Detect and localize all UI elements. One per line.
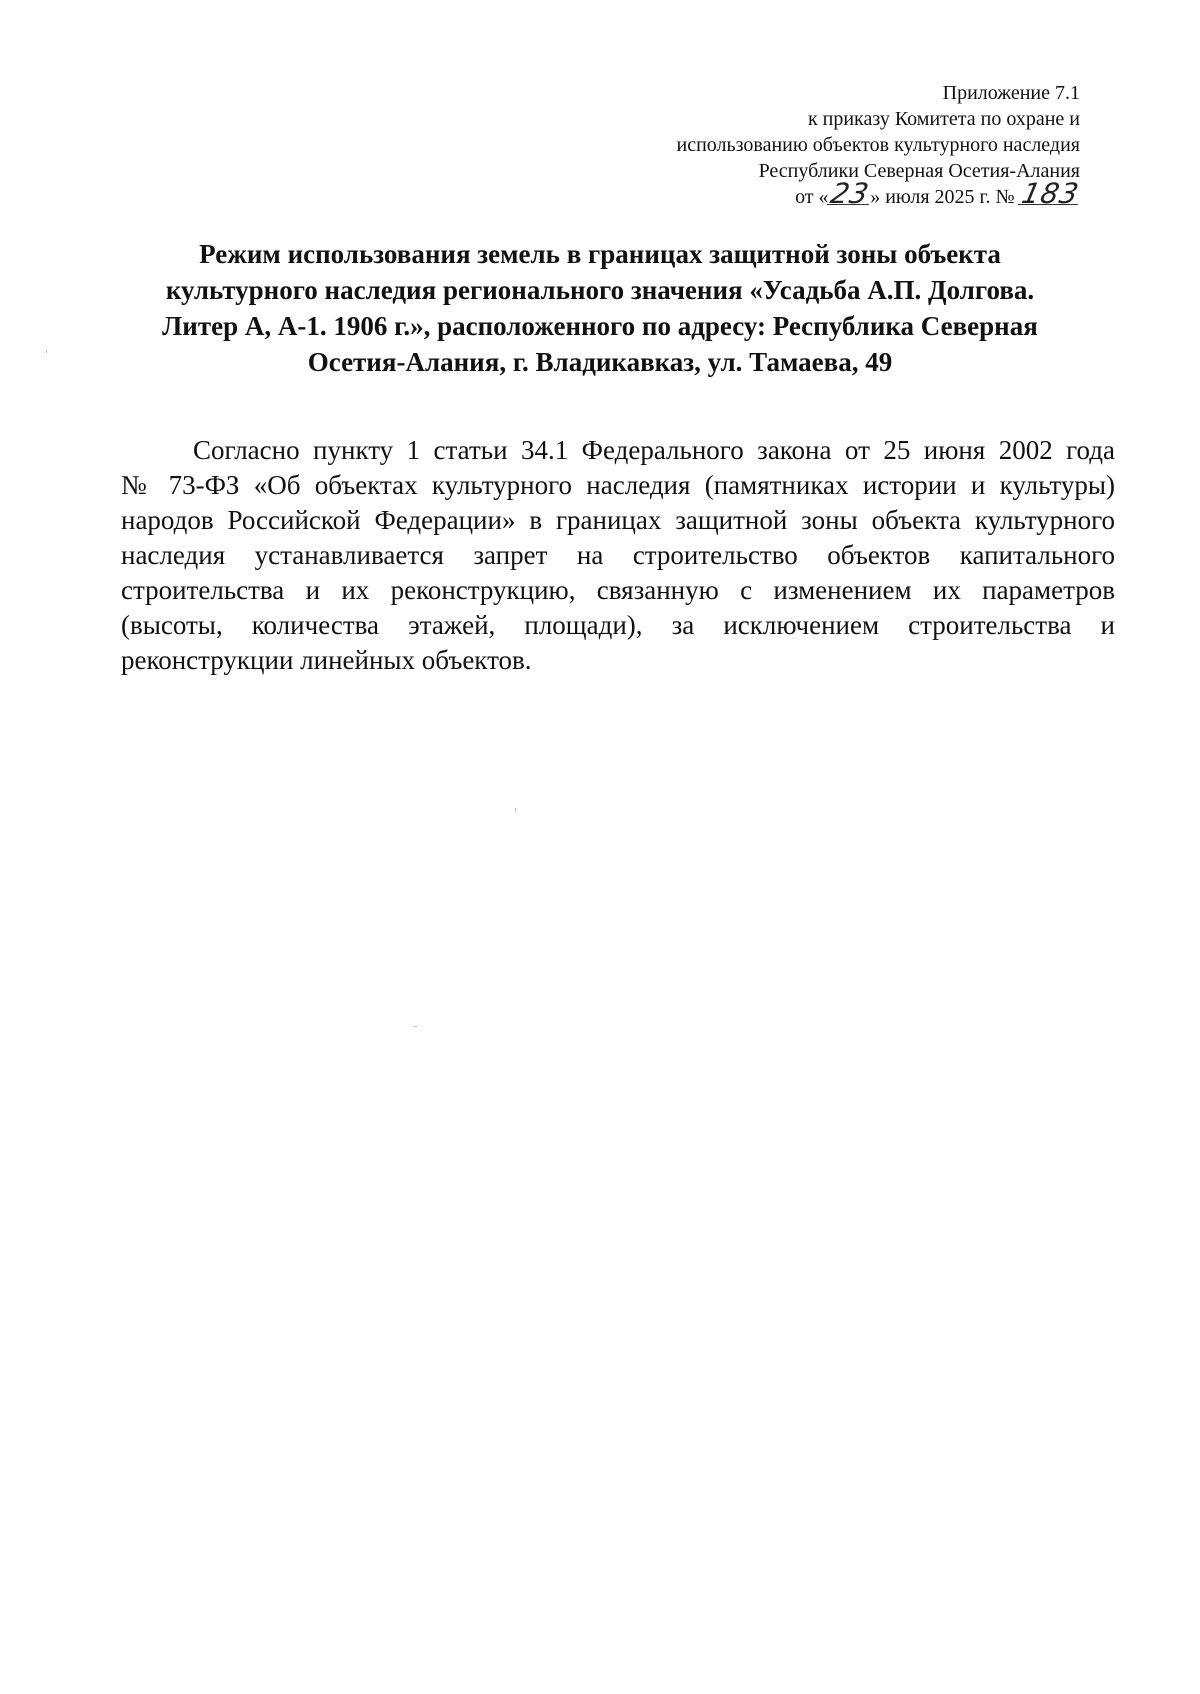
title-line: Режим использования земель в границах защитной зоны объекта xyxy=(199,239,1001,269)
date-prefix: от « xyxy=(795,186,829,208)
handwritten-date-day: 23 xyxy=(827,177,872,210)
body-paragraph xyxy=(121,433,1115,678)
appendix-reference xyxy=(520,80,1080,210)
body-line: реконструкции линейных объектов. xyxy=(121,645,532,675)
scan-speck xyxy=(414,1026,417,1027)
title-line: культурного наследия регионального значения «Усадьба А.П. Долгова. xyxy=(165,275,1035,305)
appendix-order-ref: к приказу Комитета по охране и xyxy=(807,108,1080,130)
appendix-republic: Республики Северная Осетия-Алания xyxy=(758,160,1080,182)
scan-speck xyxy=(515,808,516,812)
body-line: наследия устанавливается запрет на строительство объектов капитального xyxy=(121,540,1115,570)
title-line: Осетия-Алания, г. Владикавказ, ул. Тамаева, 49 xyxy=(307,347,893,377)
title-line: Литер А, А-1. 1906 г.», расположенного по адресу: Республика Северная xyxy=(162,311,1038,341)
body-line: народов Российской Федерации» в границах защитной зоны объекта культурного xyxy=(121,505,1115,535)
body-line: № 73-ФЗ «Об объектах культурного наследия (памятниках истории и культуры) xyxy=(121,470,1115,500)
body-line: строительства и их реконструкцию, связанную с изменением их параметров xyxy=(121,575,1115,605)
document-title xyxy=(120,236,1080,380)
scan-speck xyxy=(46,350,47,353)
date-suffix: » июля 2025 г. № xyxy=(870,186,1015,208)
appendix-committee: использованию объектов культурного наследия xyxy=(676,134,1080,156)
handwritten-order-number: 183 xyxy=(1018,177,1082,210)
body-line: (высоты, количества этажей, площади), за исключением строительства и xyxy=(121,610,1115,640)
appendix-number: Приложение 7.1 xyxy=(942,82,1080,104)
appendix-date-line xyxy=(520,177,1082,210)
body-line: Согласно пункту 1 статьи 34.1 Федерального закона от 25 июня 2002 года xyxy=(193,435,1115,465)
